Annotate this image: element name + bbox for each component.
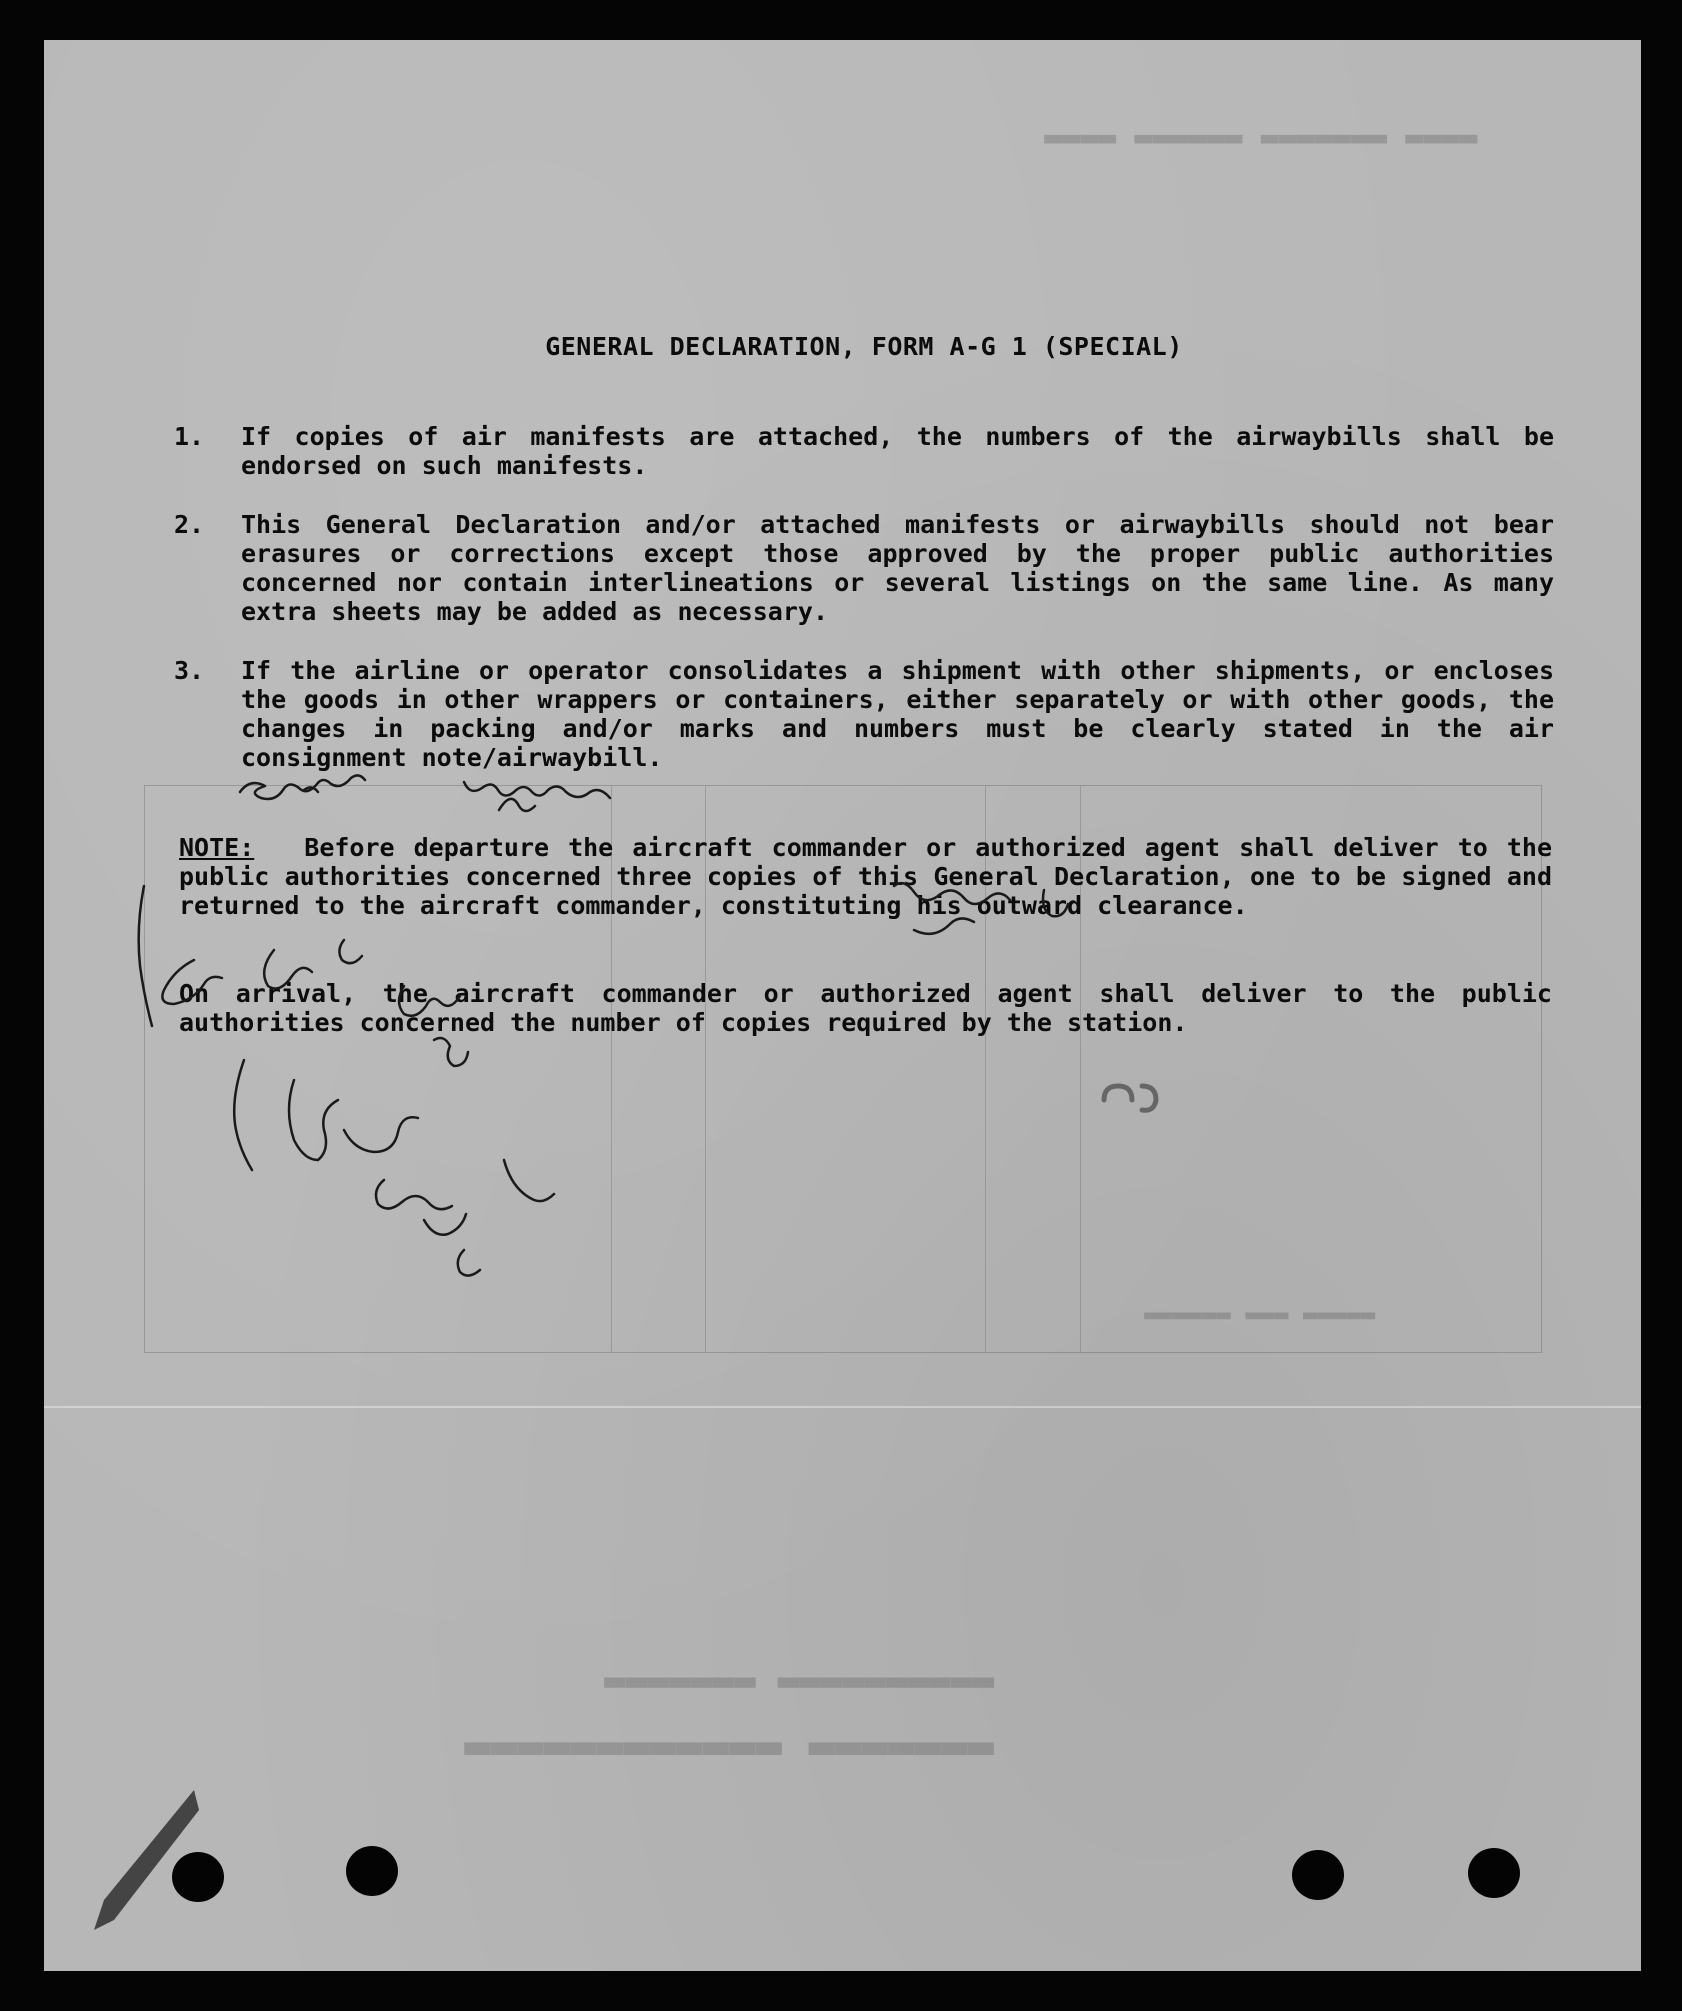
item-number: 1. — [174, 422, 205, 451]
note-paragraph — [179, 833, 1552, 920]
document-page — [44, 40, 1641, 1971]
note-label: NOTE: — [179, 833, 255, 862]
reverse-side-bleed-through: ▬▬▬▬▬▬▬▬▬▬ ▬▬▬▬▬▬▬ — [604, 1660, 995, 1701]
reverse-side-bleed-through: ▬▬▬▬▬▬▬ ▬▬▬▬▬▬▬▬▬▬▬▬ — [464, 1720, 994, 1771]
reverse-side-bleed-through: ▬▬▬▬▬ ▬▬▬ ▬▬▬▬▬▬ — [1144, 1300, 1376, 1328]
document-title: GENERAL DECLARATION, FORM A-G 1 (SPECIAL) — [545, 332, 1183, 361]
item-text: If copies of air manifests are attached, the numbers of the airwaybills shall be endorsed on such manifests. — [241, 422, 1554, 480]
punch-hole — [346, 1846, 398, 1896]
item-text: If the airline or operator consolidates a shipment with other shipments, or encloses the goods in other wrappers or containers, either separately or with other goods, the changes in packing and/or marks and numbers must be clearly stated in the air consignment note/airwaybill. — [241, 656, 1554, 772]
reverse-side-bleed-through: ▬▬▬▬ ▬▬▬▬▬▬▬ ▬▬▬▬▬▬ ▬▬▬▬ — [1044, 120, 1478, 155]
punch-hole — [1468, 1848, 1520, 1898]
punch-hole — [1292, 1850, 1344, 1900]
paper-fold-line — [44, 1406, 1641, 1408]
item-number: 3. — [174, 656, 205, 685]
edge-tear-mark — [84, 1780, 204, 1940]
arrival-paragraph: On arrival, the aircraft commander or authorized agent shall deliver to the public authorities concerned the number of copies required by the station. — [179, 979, 1552, 1037]
item-text: This General Declaration and/or attached manifests or airwaybills should not bear erasures or corrections except those approved by the proper public authorities concerned nor contain interlineations or several listings on the same line. As many extra sheets may be added as necessary. — [241, 510, 1554, 626]
item-number: 2. — [174, 510, 205, 539]
note-text: Before departure the aircraft commander or authorized agent shall deliver to the public authorities concerned three copies of this General Declaration, one to be signed and returned to the aircraft commander, constituting his outward clearance. — [179, 833, 1552, 920]
